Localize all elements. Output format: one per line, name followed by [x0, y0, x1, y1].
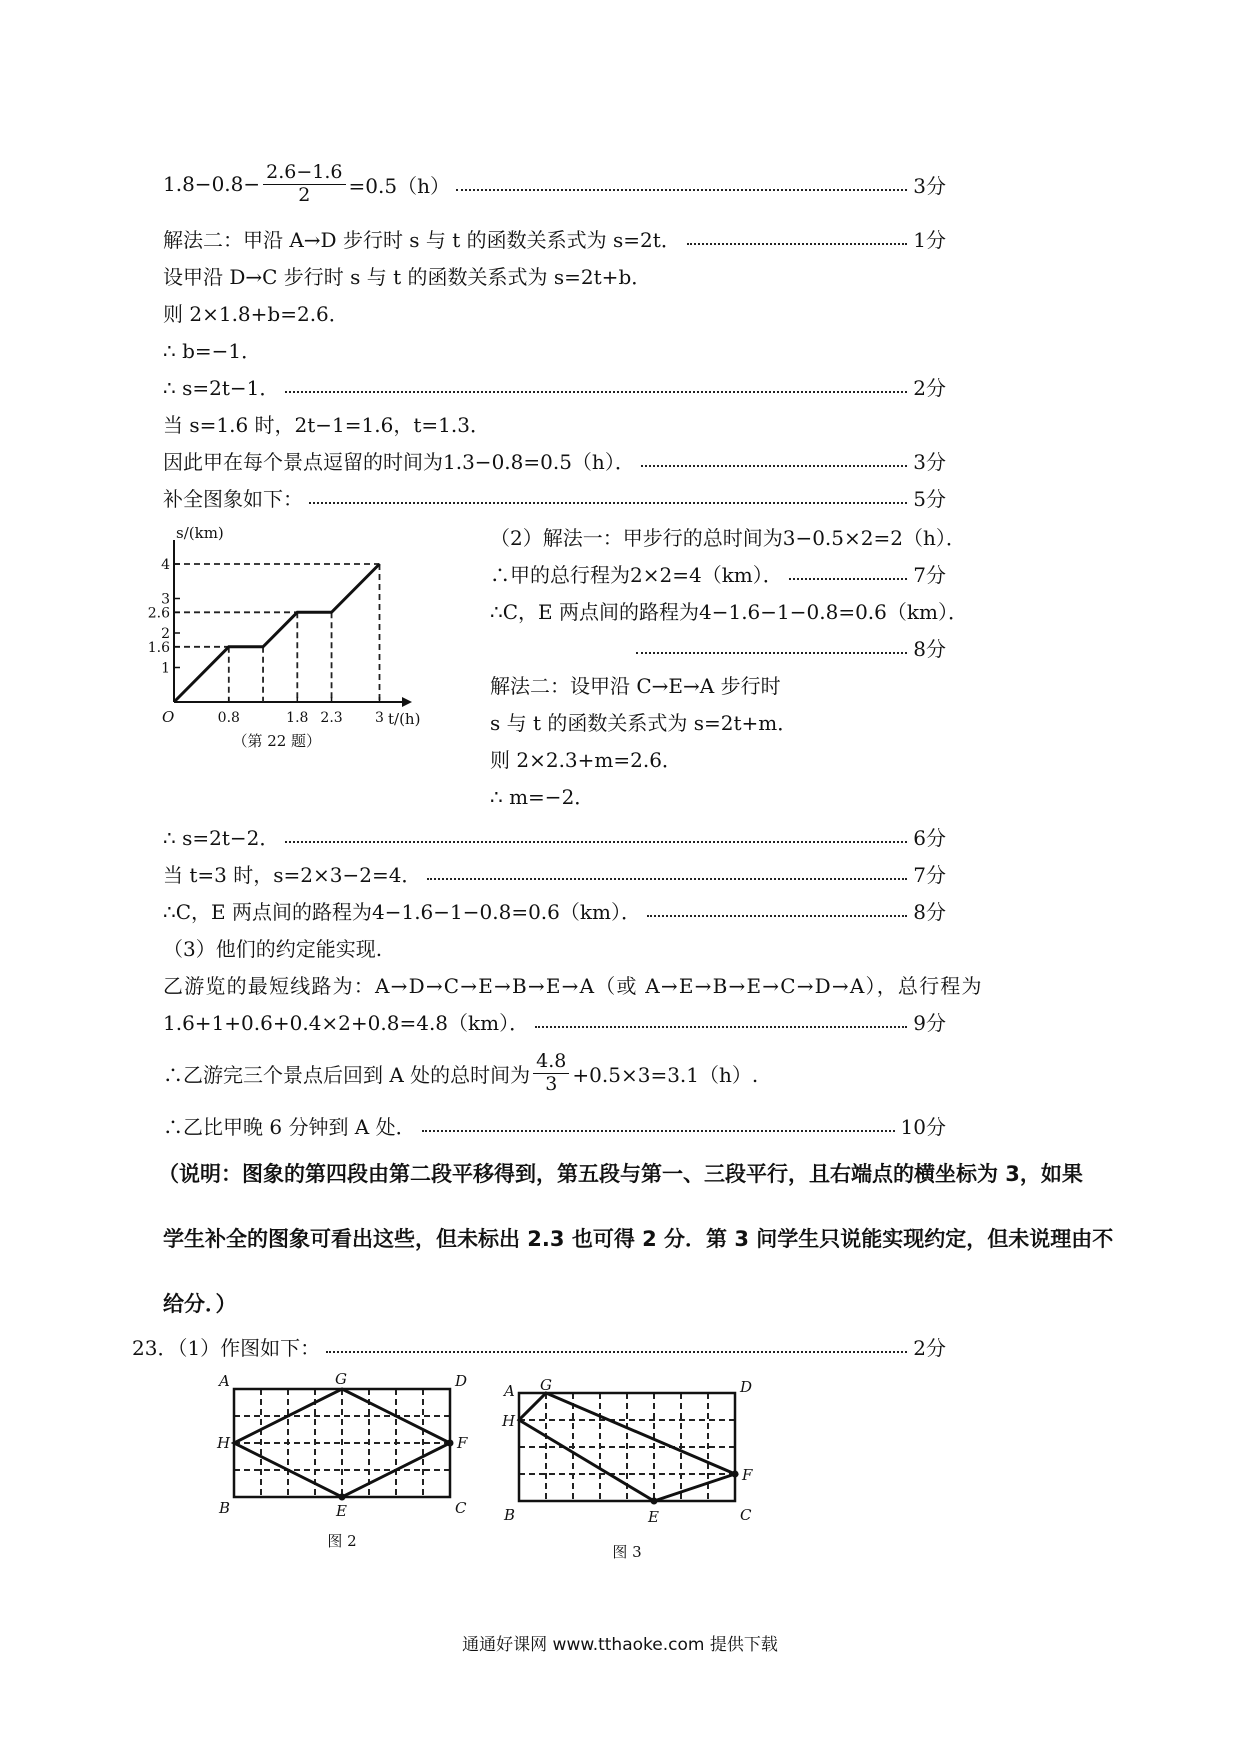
leader-dots — [326, 1351, 907, 1353]
score: 8分 — [913, 899, 946, 924]
side-line: ∴ m=−2． — [490, 784, 595, 809]
y-tick-label: 2.6 — [147, 605, 170, 622]
score: 3分 — [913, 449, 946, 474]
side-line — [630, 631, 946, 663]
score: 7分 — [913, 562, 946, 587]
x-axis-label: t/(h) — [388, 710, 421, 728]
leader-dots — [636, 652, 907, 654]
distance-time-chart — [147, 524, 480, 795]
y-tick-label: 1.6 — [147, 639, 170, 656]
x-axis-arrow — [402, 697, 412, 707]
label-A: A — [504, 1382, 515, 1400]
score: 8分 — [913, 636, 946, 661]
leader-dots — [285, 841, 907, 843]
footer: 通通好课网 www.tthaoke.com 提供下载 — [462, 1635, 778, 1655]
score: 10分 — [900, 1114, 946, 1139]
q23-line: 23．（1）作图如下： 2分 — [132, 1330, 946, 1362]
leader-dots — [789, 578, 907, 580]
y-tick-label: 3 — [161, 591, 170, 608]
leader-dots — [456, 189, 907, 191]
side-line: ∴C，E 两点间的路程为4−1.6−1−0.8=0.6（km）． — [490, 599, 968, 624]
figure-caption: 图 2 — [327, 1532, 357, 1550]
score: 1分 — [913, 227, 946, 252]
x-tick-label: 2.3 — [320, 710, 343, 726]
line-frac-2: ∴乙游完三个景点后回到 A 处的总时间为 $\frac{4.8}{3}$ +0.5×3=3.1（h）. — [163, 1049, 759, 1095]
y-tick-label: 2 — [161, 626, 170, 642]
label-E: E — [336, 1502, 347, 1520]
label-F: F — [457, 1434, 468, 1452]
y-tick-label: 1 — [161, 660, 170, 677]
line: ∴ s=2t−2． 6分 — [163, 820, 946, 852]
score: 2分 — [913, 375, 946, 400]
figure-3 — [500, 1374, 770, 1564]
figure-2 — [215, 1370, 475, 1555]
series-line — [174, 564, 380, 702]
figure-caption: 图 3 — [612, 1543, 642, 1561]
line: ∴ s=2t−1． 2分 — [163, 370, 946, 402]
line: （3）他们的约定能实现. — [163, 936, 383, 961]
label-G: G — [540, 1376, 552, 1394]
line: 当 t=3 时，s=2×3−2=4． 7分 — [163, 857, 946, 889]
line: 当 s=1.6 时，2t−1=1.6，t=1.3． — [163, 412, 490, 437]
line: 因此甲在每个景点逗留的时间为1.3−0.8=0.5（h）． 3分 — [163, 444, 946, 476]
leader-dots — [309, 502, 907, 504]
score: 6分 — [913, 825, 946, 850]
line: 设甲沿 D→C 步行时 s 与 t 的函数关系式为 s=2t+b． — [163, 264, 652, 289]
line: ∴C，E 两点间的路程为4−1.6−1−0.8=0.6（km）． 8分 — [163, 894, 946, 926]
label-E: E — [648, 1508, 659, 1526]
line: 则 2×1.8+b=2.6． — [163, 301, 349, 326]
label-D: D — [740, 1378, 753, 1396]
side-line: 则 2×2.3+m=2.6． — [490, 747, 682, 772]
side-line: （2）解法一：甲步行的总时间为3−0.5×2=2（h）． — [490, 525, 966, 550]
line: 乙游览的最短线路为：A→D→C→E→B→E→A（或 A→E→B→E→C→D→A），总行程为 — [163, 973, 983, 998]
label-F: F — [742, 1466, 753, 1484]
label-C: C — [740, 1506, 752, 1524]
x-tick-label: 0.8 — [217, 710, 240, 726]
label-D: D — [455, 1372, 468, 1390]
line-frac-1 — [163, 160, 946, 206]
label-B: B — [219, 1499, 231, 1517]
grading-note-line3: 给分．） — [163, 1292, 237, 1316]
y-axis-label: s/(km) — [176, 524, 224, 542]
frac-pre: 1.8−0.8− — [163, 172, 261, 196]
score: 5分 — [913, 486, 946, 511]
label-A: A — [219, 1372, 230, 1390]
leader-dots — [422, 1130, 895, 1132]
line: 补全图象如下： 5分 — [163, 481, 946, 513]
score: 9分 — [913, 1010, 946, 1035]
label-B: B — [504, 1506, 516, 1524]
origin-label: O — [162, 708, 175, 726]
label-C: C — [455, 1499, 467, 1517]
grading-note-line2: 学生补全的图象可看出这些，但未标出 2.3 也可得 2 分．第 3 问学生只说能实现约定，但未说理由不 — [163, 1227, 1114, 1251]
score: 7分 — [913, 862, 946, 887]
leader-dots — [427, 878, 907, 880]
leader-dots — [535, 1026, 907, 1028]
x-tick-label: 1.8 — [286, 710, 309, 726]
x-tick-label: 3 — [375, 710, 384, 726]
label-H: H — [502, 1412, 516, 1430]
y-tick-label: 4 — [161, 557, 170, 573]
line: ∴ b=−1． — [163, 338, 262, 363]
chart-caption: （第 22 题） — [232, 732, 322, 750]
score: 2分 — [913, 1335, 946, 1360]
grading-note-line1: （说明：图象的第四段由第二段平移得到，第五段与第一、三段平行，且右端点的横坐标为 3，如果 — [158, 1162, 1083, 1186]
label-H: H — [217, 1434, 231, 1452]
side-line: 解法二：设甲沿 C→E→A 步行时 — [490, 673, 781, 698]
side-line: s 与 t 的函数关系式为 s=2t+m． — [490, 710, 798, 735]
line: ∴乙比甲晚 6 分钟到 A 处． 10分 — [163, 1109, 946, 1141]
leader-dots — [687, 243, 907, 245]
line: 1.6+1+0.6+0.4×2+0.8=4.8（km）． 9分 — [163, 1005, 946, 1037]
label-G: G — [335, 1370, 347, 1388]
leader-dots — [641, 465, 907, 467]
leader-dots — [647, 915, 907, 917]
fraction: $\frac{4.8}{3}$ — [533, 1051, 569, 1096]
frac-post: =0.5（h） — [348, 173, 450, 198]
side-line: ∴甲的总行程为2×2=4（km）． 7分 — [490, 557, 946, 589]
fraction: $\frac{2.6-1.6}{2}$ — [263, 162, 345, 207]
leader-dots — [285, 391, 907, 393]
score: 3分 — [913, 173, 946, 198]
line: 解法二：甲沿 A→D 步行时 s 与 t 的函数关系式为 s=2t． 1分 — [163, 222, 946, 254]
